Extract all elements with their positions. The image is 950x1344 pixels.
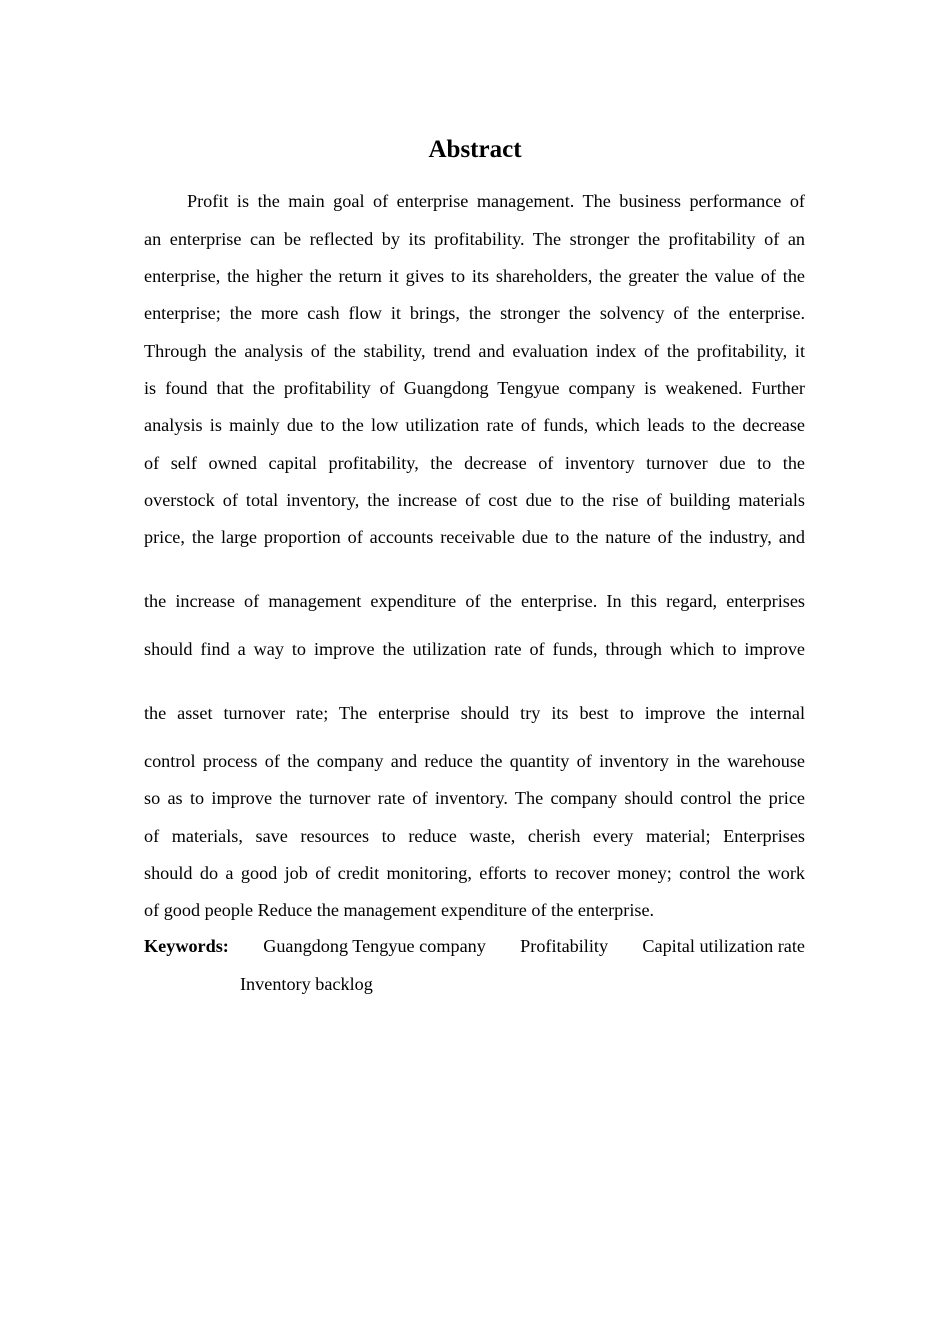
keywords-label: Keywords: <box>144 936 229 956</box>
keyword-item: Guangdong Tengyue company <box>263 936 486 956</box>
abstract-line: Profit is the main goal of enterprise management. The business performance of <box>187 191 805 211</box>
abstract-line: should do a good job of credit monitoring, efforts to recover money; control the work <box>144 863 805 883</box>
keyword-item: Inventory backlog <box>240 974 373 994</box>
keyword-item: Profitability <box>520 936 609 956</box>
abstract-line: should find a way to improve the utilization rate of funds, through which to improve <box>144 639 805 659</box>
abstract-line: overstock of total inventory, the increase of cost due to the rise of building materials <box>144 490 805 510</box>
keywords-row <box>144 933 805 959</box>
abstract-line: control process of the company and reduce the quantity of inventory in the warehouse <box>144 751 805 771</box>
abstract-line: enterprise, the higher the return it gives to its shareholders, the greater the value of the <box>144 266 805 286</box>
abstract-line: analysis is mainly due to the low utilization rate of funds, which leads to the decrease <box>144 415 805 435</box>
abstract-line: of self owned capital profitability, the decrease of inventory turnover due to the <box>144 453 805 473</box>
abstract-line: so as to improve the turnover rate of inventory. The company should control the price <box>144 788 805 808</box>
abstract-title: Abstract <box>428 136 522 163</box>
abstract-line: Through the analysis of the stability, trend and evaluation index of the profitability, it <box>144 341 805 361</box>
abstract-line: an enterprise can be reflected by its profitability. The stronger the profitability of an <box>144 229 805 249</box>
abstract-line: the asset turnover rate; The enterprise should try its best to improve the internal <box>144 703 805 723</box>
abstract-line: of good people Reduce the management expenditure of the enterprise. <box>144 900 655 920</box>
abstract-line: is found that the profitability of Guangdong Tengyue company is weakened. Further <box>144 378 805 398</box>
abstract-line: of materials, save resources to reduce waste, cherish every material; Enterprises <box>144 826 805 846</box>
abstract-line: enterprise; the more cash flow it brings, the stronger the solvency of the enterprise. <box>144 303 805 323</box>
abstract-line: price, the large proportion of accounts receivable due to the nature of the industry, and <box>144 527 805 547</box>
abstract-line: the increase of management expenditure of the enterprise. In this regard, enterprises <box>144 591 805 611</box>
keyword-item: Capital utilization rate <box>642 936 805 956</box>
